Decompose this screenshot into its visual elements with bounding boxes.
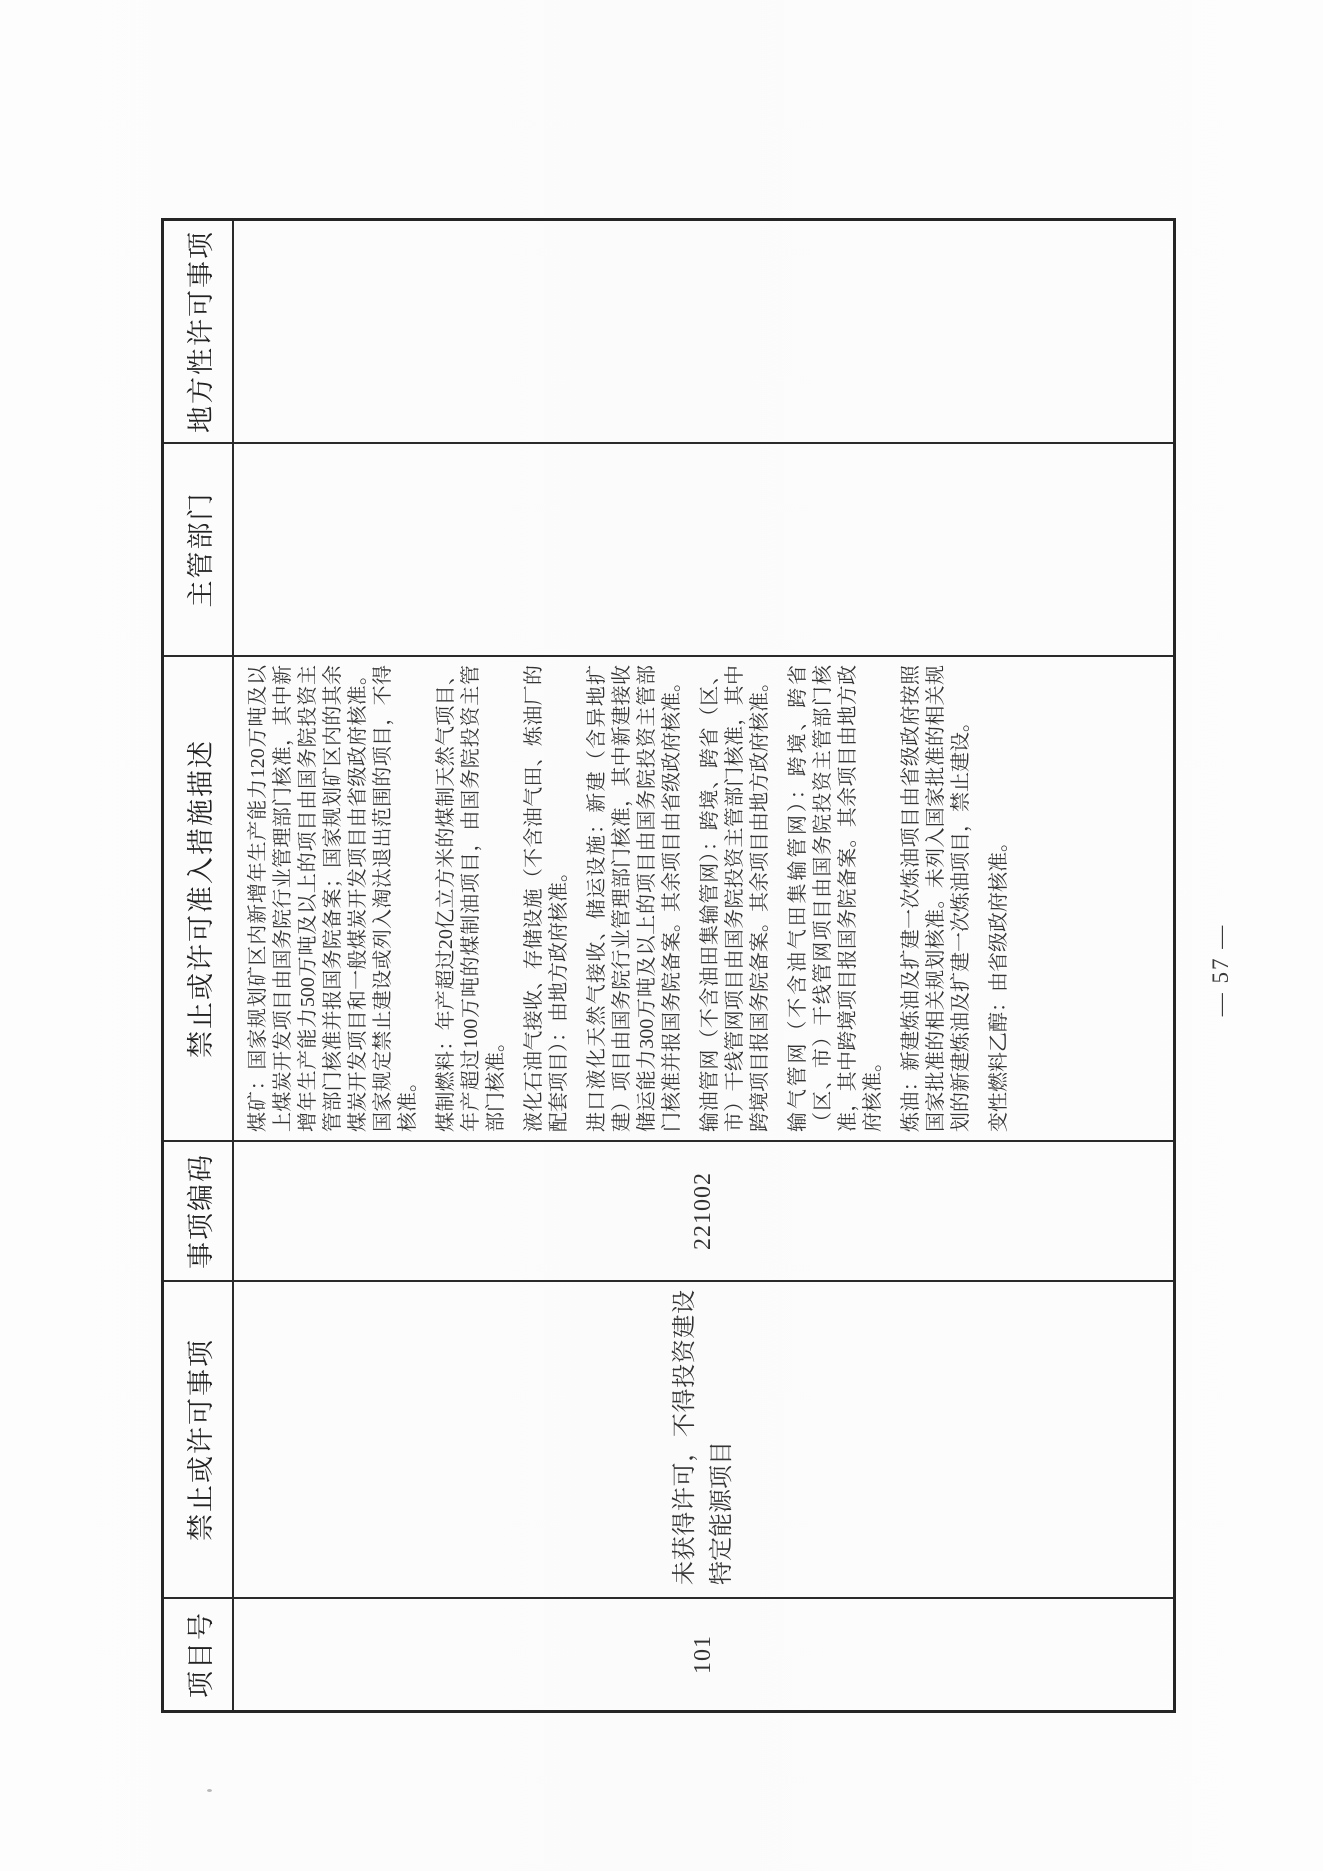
measure-paragraph-lpg-storage: 液化石油气接收、存储设施（不含油气田、炼油厂的配套项目）：由地方政府核准。 (523, 665, 570, 1132)
table-row (234, 221, 1173, 1710)
measure-paragraph-gas-pipeline: 输气管网（不含油气田集输管网）：跨境、跨省（区、市）干线管网项目由国务院投资主管部门核准，其中跨境项目报国务院备案。其余项目由地方政府核准。 (787, 665, 884, 1132)
prohibited-item-text: 未获得许可，不得投资建设特定能源项目 (671, 1290, 735, 1585)
header-item-code: 事项编码 (164, 1140, 232, 1280)
table-header-row (164, 221, 234, 1710)
cell-prohibited-item (234, 1280, 1173, 1597)
measure-paragraph-coal-mine: 煤矿：国家规划矿区内新增年生产能力120万吨及以上煤炭开发项目由国务院行业管理部门核准，其中新增年生产能力500万吨及以上的项目由国务院投资主管部门核准并报国务院备案；国家规划矿区内的其余煤炭开发项目和一般煤炭开发项目由省级政府核准。国家规定禁止建设或列入淘汰退出范围的项目，不得核准。 (247, 665, 419, 1132)
measure-paragraph-fuel-ethanol: 变性燃料乙醇：由省级政府核准。 (988, 832, 1010, 1132)
measure-paragraph-refining: 炼油：新建炼油及扩建一次炼油项目由省级政府按照国家批准的相关规划核准。未列入国家批准的相关规划的新建炼油及扩建一次炼油项目，禁止建设。 (900, 665, 972, 1132)
cell-local-items-empty (234, 221, 1173, 442)
measure-paragraph-coal-fuel: 煤制燃料：年产超过20亿立方米的煤制天然气项目、年产超过100万吨的煤制油项目，由国务院投资主管部门核准。 (435, 665, 507, 1132)
header-prohibited-item: 禁止或许可事项 (164, 1280, 232, 1597)
page-number: — 57 — (1208, 923, 1233, 1017)
header-department: 主管部门 (164, 442, 232, 655)
cell-department-empty (234, 442, 1173, 655)
scan-speck (207, 1789, 212, 1792)
header-project-no: 项目号 (164, 1597, 232, 1710)
measure-paragraph-oil-pipeline: 输油管网（不含油田集输管网）：跨境、跨省（区、市）干线管网项目由国务院投资主管部门核准，其中跨境项目报国务院备案。其余项目由地方政府核准。 (699, 665, 771, 1132)
measure-paragraph-lng-import: 进口液化天然气接收、储运设施：新建（含异地扩建）项目由国务院行业管理部门核准，其中新建接收储运能力300万吨及以上的项目由国务院投资主管部门核准并报国务院备案。其余项目由省级政府核准。 (586, 665, 683, 1132)
header-local-items: 地方性许可事项 (185, 230, 216, 433)
cell-measures-description (234, 655, 1173, 1140)
header-measures-description: 禁止或许可准入措施描述 (164, 655, 232, 1140)
negative-list-table (161, 218, 1176, 1713)
cell-project-no: 101 (234, 1597, 1173, 1710)
cell-item-code: 221002 (234, 1140, 1173, 1280)
